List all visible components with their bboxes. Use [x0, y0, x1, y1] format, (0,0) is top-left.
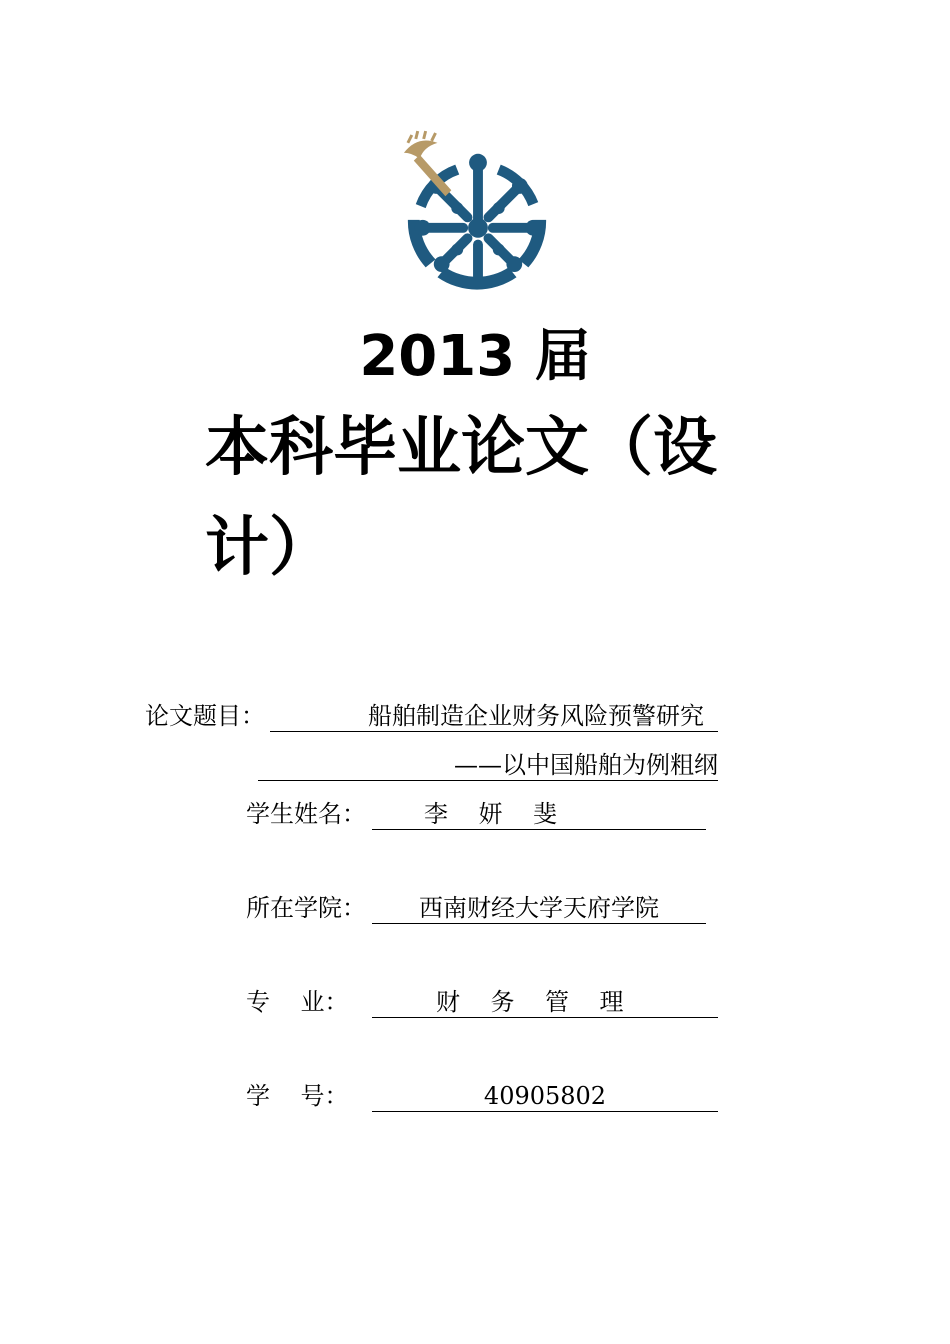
- thesis-title-line-1: 本科毕业论文（设: [205, 411, 717, 485]
- topic-label: 论文题目：: [145, 702, 265, 730]
- topic-field-line-1[interactable]: 船舶制造企业财务风险预警研究: [270, 700, 718, 732]
- student-name-label: 学生姓名：: [246, 800, 366, 828]
- student-id-label: 学 号：: [246, 1082, 349, 1110]
- topic-field-line-2[interactable]: ——以中国船舶为例粗纲: [258, 749, 718, 781]
- college-field[interactable]: 西南财经大学天府学院: [372, 892, 706, 924]
- major-field[interactable]: 财 务 管 理: [372, 986, 718, 1018]
- graduation-year: 2013 届: [359, 324, 591, 389]
- major-label: 专 业：: [246, 988, 349, 1016]
- college-label: 所在学院：: [246, 894, 366, 922]
- thesis-title-line-2: 计）: [205, 511, 333, 585]
- university-emblem-icon: [398, 128, 556, 300]
- student-id-field[interactable]: 40905802: [372, 1080, 718, 1112]
- student-name-field[interactable]: 李 妍 斐: [372, 798, 706, 830]
